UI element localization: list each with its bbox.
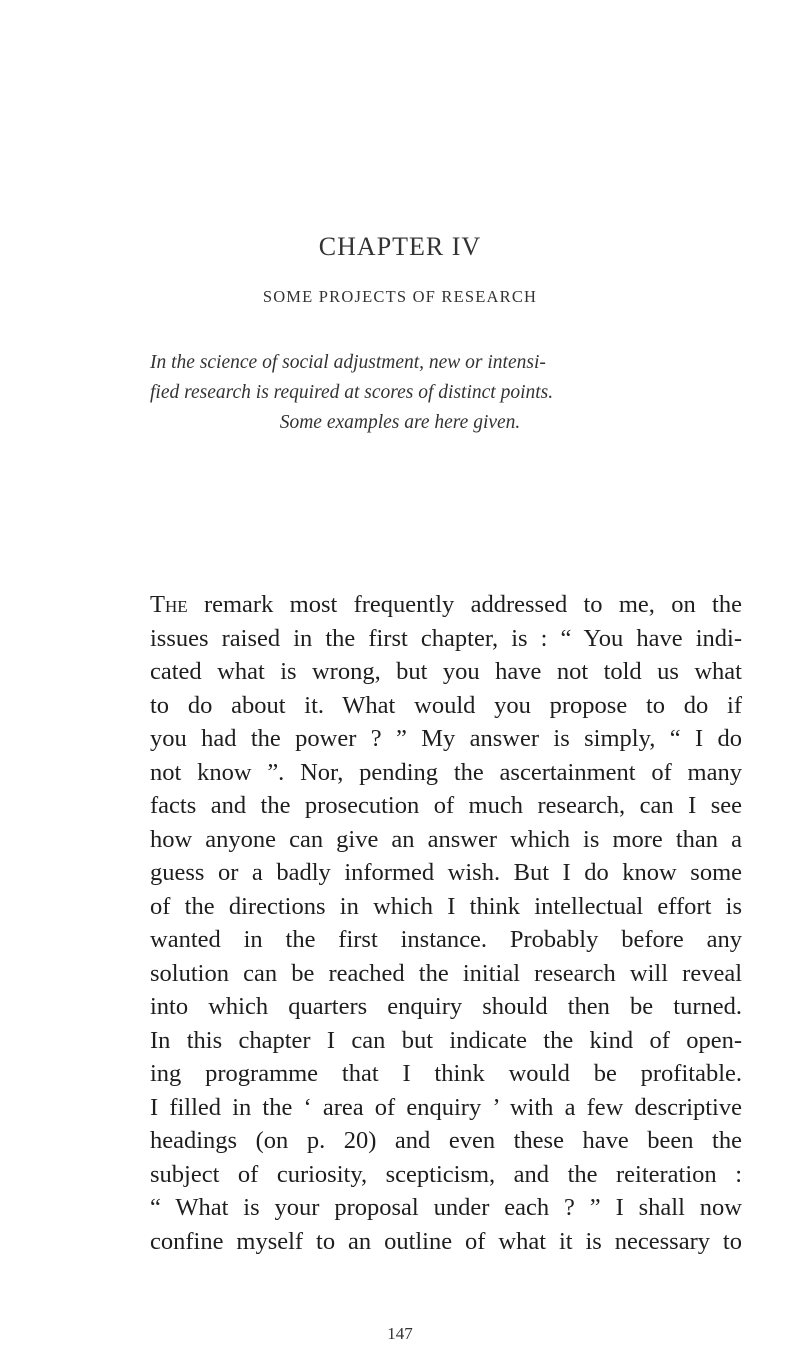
body-line: subject of curiosity, scepticism, and the reiteration :: [150, 1160, 742, 1188]
epigraph-line: In the science of social adjustment, new or intensi-: [150, 352, 546, 373]
body-line: into which quarters enquiry should then be turned.: [150, 993, 742, 1020]
chapter-title: CHAPTER IV: [318, 232, 482, 261]
body-line: ing programme that I think would be profitable.: [150, 1060, 742, 1087]
body-line: not know ”. Nor, pending the ascertainment of many: [150, 758, 742, 786]
body-line: you had the power ? ” My answer is simply, “ I do: [150, 725, 742, 752]
body-line: “ What is your proposal under each ? ” I shall now: [150, 1194, 742, 1221]
body-line: solution can be reached the initial research will reveal: [150, 959, 742, 987]
body-line: I filled in the ‘ area of enquiry ’ with a few descriptive: [150, 1093, 742, 1121]
body-line: cated what is wrong, but you have not told us what: [150, 658, 742, 685]
body-line: confine myself to an outline of what it is necessary to: [150, 1227, 742, 1255]
body-line: of the directions in which I think intellectual effort is: [150, 892, 742, 920]
page-number: 147: [387, 1324, 413, 1343]
body-line: issues raised in the first chapter, is : “ You have indi-: [150, 624, 742, 652]
epigraph-line: fied research is required at scores of distinct points.: [150, 382, 554, 403]
epigraph: [150, 348, 650, 438]
body-line: guess or a badly informed wish. But I do know some: [150, 859, 742, 886]
body-paragraph: [150, 588, 742, 1258]
body-line: [150, 588, 742, 622]
body-line-text: remark most frequently addressed to me, on the: [187, 591, 742, 618]
body-line: facts and the prosecution of much research, can I see: [150, 792, 742, 819]
body-line: wanted in the first instance. Probably before any: [150, 926, 742, 953]
chapter-subtitle: SOME PROJECTS OF RESEARCH: [262, 287, 538, 306]
body-line: how anyone can give an answer which is more than a: [150, 825, 742, 853]
body-line: In this chapter I can but indicate the kind of open-: [150, 1026, 742, 1054]
body-line: headings (on p. 20) and even these have been the: [150, 1127, 742, 1154]
epigraph-line: Some examples are here given.: [279, 412, 521, 433]
lead-word: The: [150, 591, 188, 618]
body-line: to do about it. What would you propose to do if: [150, 691, 742, 719]
